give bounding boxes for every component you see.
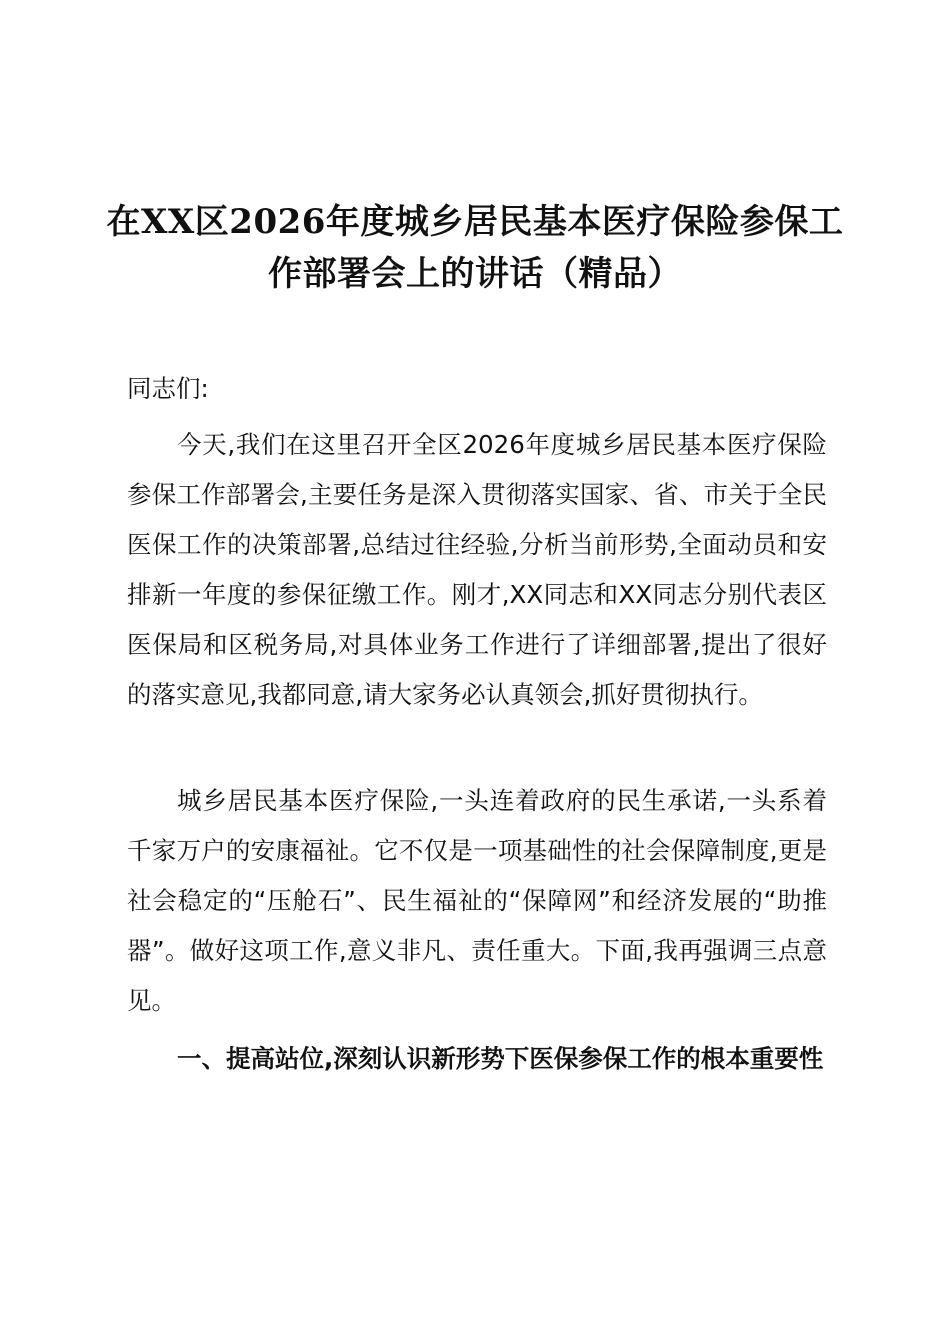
document-title: 在XX区2026年度城乡居民基本医疗保险参保工作部署会上的讲话（精品）	[106, 202, 844, 294]
salutation: 同志们:	[127, 374, 209, 403]
section-heading-1: 一、提高站位,深刻认识新形势下医保参保工作的根本重要性	[177, 1044, 824, 1073]
paragraph-2: 城乡居民基本医疗保险,一头连着政府的民生承诺,一头系着千家万户的安康福祉。它不仅是一项基础性的社会保障制度,更是社会稳定的“压舱石”、民生福祉的“保障网”和经济发展的“助推器”。做好这项工作,意义非凡、责任重大。下面,我再强调三点意见。	[127, 786, 827, 1015]
paragraph-1: 今天,我们在这里召开全区2026年度城乡居民基本医疗保险参保工作部署会,主要任务是深入贯彻落实国家、省、市关于全民医保工作的决策部署,总结过往经验,分析当前形势,全面动员和安排新一年度的参保征缴工作。刚才,XX同志和XX同志分别代表区医保局和区税务局,对具体业务工作进行了详细部署,提出了很好的落实意见,我都同意,请大家务必认真领会,抓好贯彻执行。	[127, 430, 827, 709]
